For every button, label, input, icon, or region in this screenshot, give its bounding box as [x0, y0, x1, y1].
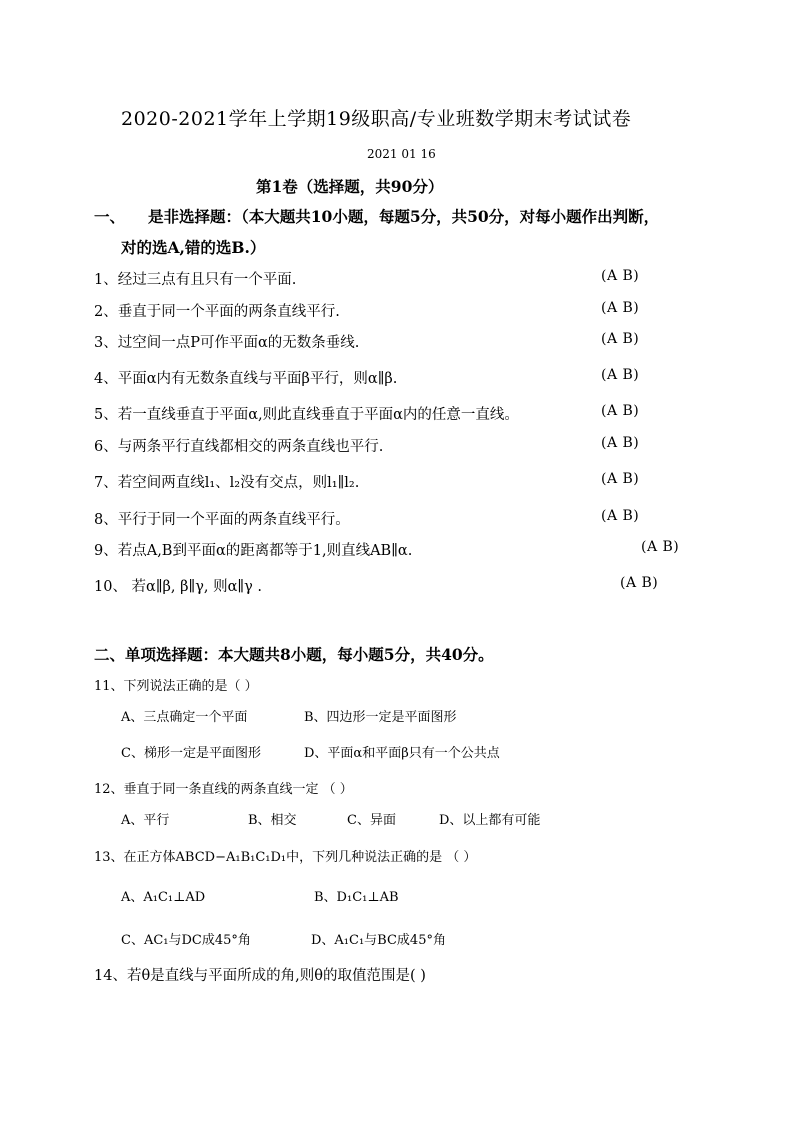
q11-option-b: B、四边形一定是平面图形: [304, 710, 457, 725]
answer-4: (A B): [601, 367, 640, 383]
answer-10: (A B): [620, 575, 659, 591]
question-5: 5、若一直线垂直于平面α,则此直线垂直于平面α内的任意一直线。: [94, 407, 519, 423]
q11-option-d: D、平面α和平面β只有一个公共点: [304, 746, 500, 761]
q12-option-b: B、相交: [248, 813, 297, 828]
question-3: 3、过空间一点P可作平面α的无数条垂线.: [94, 335, 360, 351]
q13-option-c: C、AC₁与DC成45°角: [121, 933, 251, 948]
question-2: 2、垂直于同一个平面的两条直线平行.: [94, 304, 340, 320]
answer-9: (A B): [641, 539, 680, 555]
answer-2: (A B): [601, 300, 640, 316]
question-12: 12、垂直于同一条直线的两条直线一定 （ ）: [94, 782, 353, 797]
volume-title: 第1卷（选择题，共90分）: [256, 177, 444, 196]
part1-header-line2: 对的选A,错的选B.）: [121, 238, 266, 257]
question-4: 4、平面α内有无数条直线与平面β平行，则α∥β.: [94, 371, 398, 387]
answer-5: (A B): [601, 403, 640, 419]
exam-title: 2020-2021学年上学期19级职高/专业班数学期末考试试卷: [121, 108, 632, 130]
q12-option-d: D、以上都有可能: [439, 813, 541, 828]
answer-8: (A B): [601, 508, 640, 524]
q13-option-a: A、A₁C₁⊥AD: [121, 890, 206, 905]
question-1: 1、经过三点有且只有一个平面.: [94, 272, 297, 288]
exam-date: 2021 01 16: [367, 147, 436, 161]
q13-option-d: D、A₁C₁与BC成45°角: [311, 933, 446, 948]
question-9: 9、若点A,B到平面α的距离都等于1,则直线AB∥α.: [94, 543, 413, 559]
question-8: 8、平行于同一个平面的两条直线平行。: [94, 512, 350, 528]
q12-option-c: C、异面: [347, 813, 396, 828]
answer-6: (A B): [601, 435, 640, 451]
question-10: 10、 若α∥β, β∥γ, 则α∥γ .: [94, 579, 262, 595]
answer-3: (A B): [601, 331, 640, 347]
q11-option-c: C、梯形一定是平面图形: [121, 746, 261, 761]
part1-header-num: 一、: [94, 207, 126, 226]
q12-option-a: A、平行: [121, 813, 170, 828]
question-14: 14、若θ是直线与平面所成的角,则θ的取值范围是( ): [94, 968, 426, 984]
answer-1: (A B): [601, 268, 640, 284]
q13-option-b: B、D₁C₁⊥AB: [314, 890, 399, 905]
q11-option-a: A、三点确定一个平面: [121, 710, 248, 725]
question-11: 11、下列说法正确的是（ ）: [94, 679, 258, 694]
part2-header: 二、单项选择题：本大题共8小题，每小题5分，共40分。: [94, 645, 494, 664]
question-13: 13、在正方体ABCD−A₁B₁C₁D₁中，下列几种说法正确的是 （ ）: [94, 850, 477, 865]
question-7: 7、若空间两直线l₁、l₂没有交点，则l₁∥l₂.: [94, 475, 360, 491]
part1-header: 是非选择题：（本大题共10小题，每题5分，共50分，对每小题作出判断，: [148, 207, 660, 226]
question-6: 6、与两条平行直线都相交的两条直线也平行.: [94, 439, 384, 455]
answer-7: (A B): [601, 471, 640, 487]
